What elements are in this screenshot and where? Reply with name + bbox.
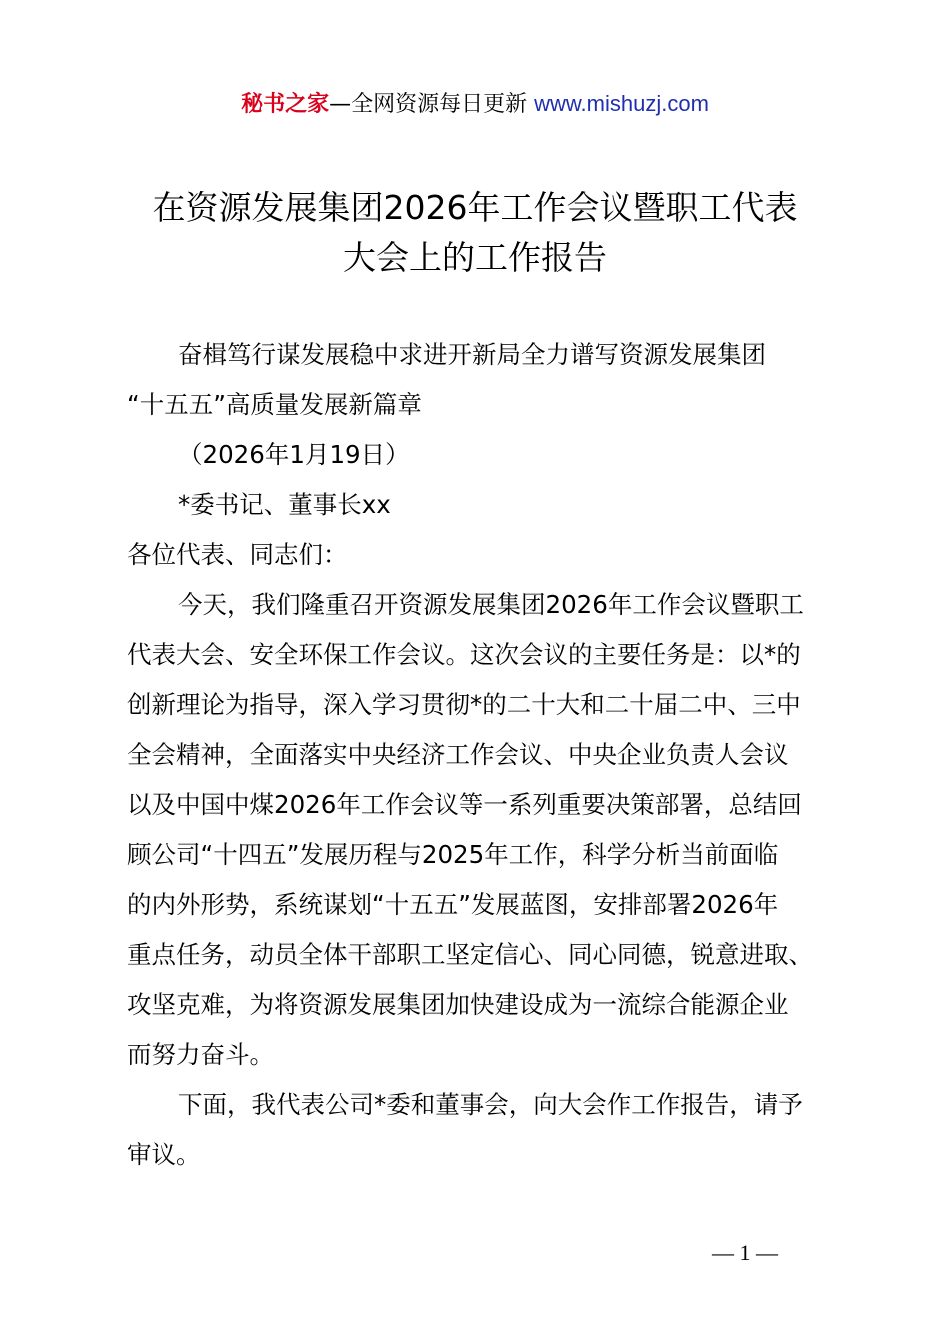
paragraph-line: 创新理论为指导，深入学习贯彻*的二十大和二十届二中、三中 [127, 690, 801, 719]
brand-name: 秘书之家 [241, 92, 330, 117]
salutation-line: 各位代表、同志们： [127, 540, 348, 569]
paragraph-line: 以及中国中煤2026年工作会议等一系列重要决策部署，总结回 [127, 790, 802, 819]
paragraph-line: 今天，我们隆重召开资源发展集团2026年工作会议暨职工 [178, 590, 804, 619]
title-line-1: 在资源发展集团2026年工作会议暨职工代表 [152, 188, 798, 227]
paragraph-line: 的内外形势，系统谋划“十五五”发展蓝图，安排部署2026年 [127, 890, 779, 919]
paragraph-line: 全会精神，全面落实中央经济工作会议、中央企业负责人会议 [127, 740, 789, 769]
page-number: — 1 — [712, 1240, 778, 1265]
subtitle-line: “十五五”高质量发展新篇章 [127, 390, 422, 419]
date-line: （2026年1月19日） [178, 440, 410, 469]
document-body [127, 330, 839, 1180]
speaker-line: *委书记、董事长xx [178, 490, 391, 519]
paragraph-line: 下面，我代表公司*委和董事会，向大会作工作报告，请予 [178, 1090, 803, 1119]
paragraph-line: 顾公司“十四五”发展历程与2025年工作，科学分析当前面临 [127, 840, 779, 869]
paragraph-line: 而努力奋斗。 [127, 1040, 274, 1069]
paragraph-line: 攻坚克难，为将资源发展集团加快建设成为一流综合能源企业 [127, 990, 789, 1019]
subtitle-line: 奋楫笃行谋发展稳中求进开新局全力谱写资源发展集团 [178, 340, 766, 369]
header-tagline: —全网资源每日更新 [329, 92, 535, 117]
document-title [80, 183, 870, 283]
paragraph-line: 审议。 [127, 1140, 201, 1169]
paragraph-line: 重点任务，动员全体干部职工坚定信心、同心同德，锐意进取、 [127, 940, 813, 969]
paragraph-line: 代表大会、安全环保工作会议。这次会议的主要任务是：以*的 [127, 640, 801, 669]
site-url[interactable]: www.mishuzj.com [534, 91, 709, 116]
site-header [0, 88, 950, 121]
title-line-2: 大会上的工作报告 [343, 238, 607, 277]
